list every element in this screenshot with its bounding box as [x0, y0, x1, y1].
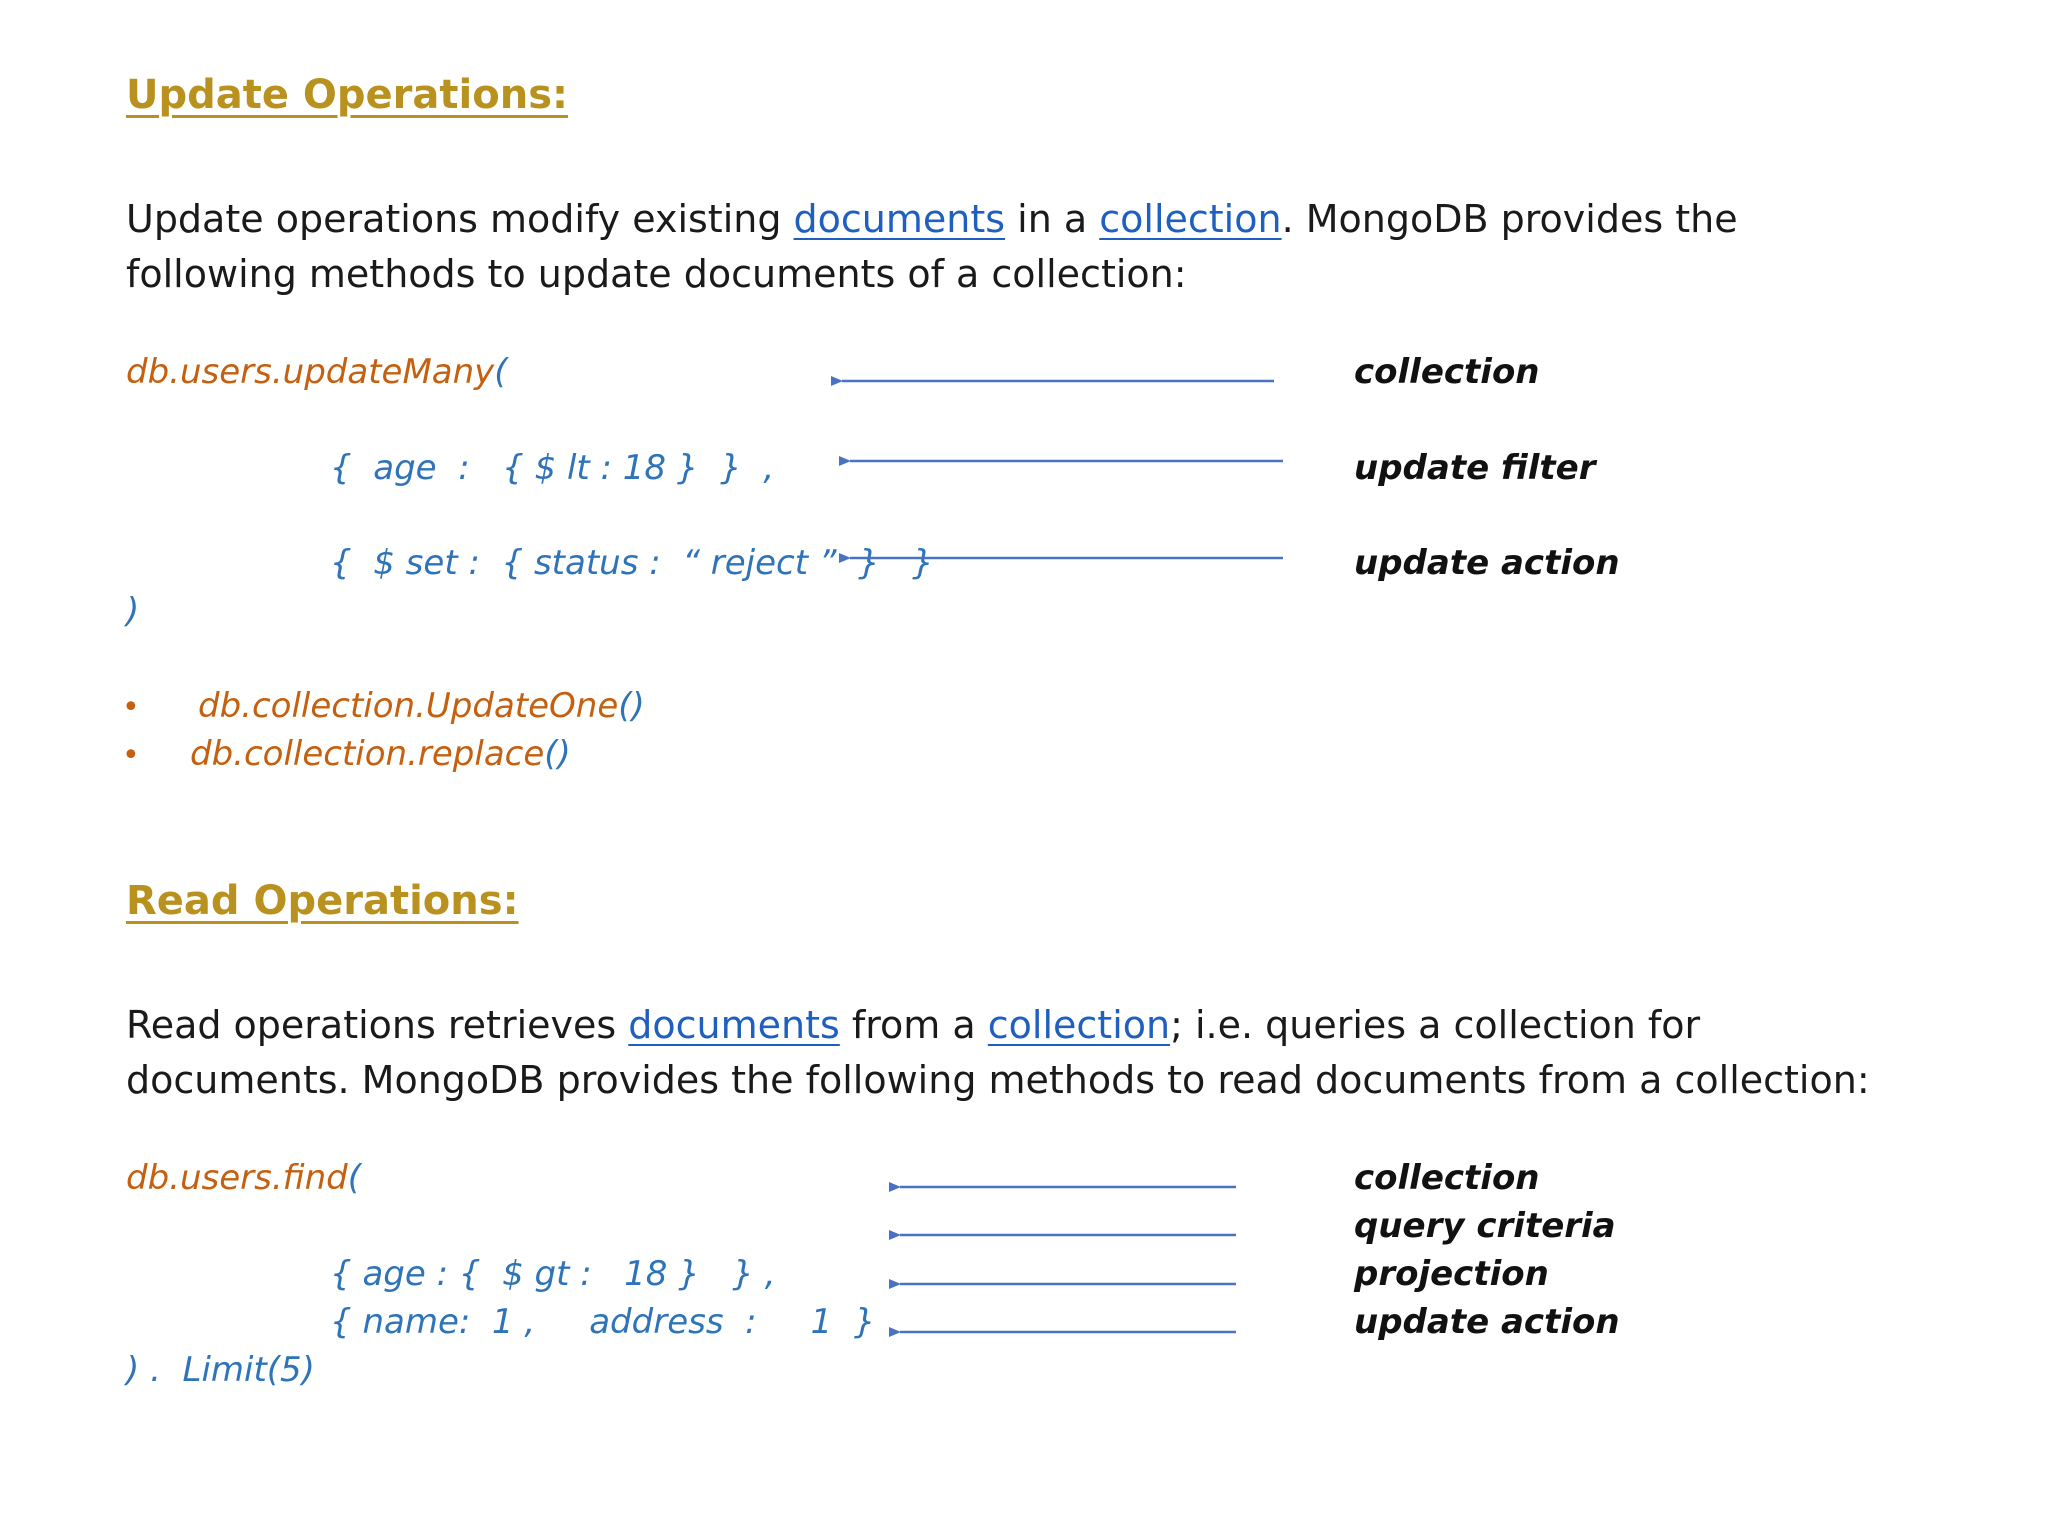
read-code-function: db.users.find [126, 1158, 348, 1198]
read-para-text-c: ; i.e. queries a collection for [1170, 1003, 1701, 1047]
bullet-marker: • [122, 738, 140, 773]
update-paragraph-line-2: following methods to update documents of a collection: [126, 252, 1187, 296]
bullet-update-one-fn: db.collection.UpdateOne [198, 686, 619, 726]
label-collection: collection [1354, 352, 1540, 392]
update-para-text-b: in a [1005, 197, 1100, 241]
read-paragraph-line-2: documents. MongoDB provides the following methods to read documents from a collection: [126, 1058, 1870, 1102]
read-code-projection: { name: 1 , address : 1 } [330, 1302, 876, 1342]
update-code-close-paren: ) [126, 591, 140, 631]
update-para-text-c: . MongoDB provides the [1281, 197, 1738, 241]
label-read-update-action: update action [1354, 1302, 1620, 1342]
collection-link[interactable]: collection [1099, 197, 1282, 241]
bullet-replace-paren: () [544, 734, 571, 774]
read-para-text-a: Read operations retrieves [126, 1003, 629, 1047]
read-code-query: { age : { $ gt : 18 } } , [330, 1254, 776, 1294]
label-read-collection: collection [1354, 1158, 1540, 1198]
update-code-function: db.users.updateMany [126, 352, 495, 392]
update-code-filter: { age : { $ lt : 18 } } , [330, 448, 775, 488]
bullet-replace-fn: db.collection.replace [190, 734, 545, 774]
update-code-action: { $ set : { status : “ reject ” } } [330, 543, 934, 583]
read-code-limit: ) . Limit(5) [126, 1350, 315, 1390]
read-para-text-b: from a [839, 1003, 988, 1047]
read-code-open-paren: ( [347, 1158, 362, 1198]
read-heading: Read Operations: [126, 878, 519, 924]
documents-link[interactable]: documents [628, 1003, 840, 1047]
bullet-update-one-paren: () [618, 686, 645, 726]
label-query-criteria: query criteria [1354, 1206, 1616, 1246]
bullet-marker: • [122, 690, 140, 725]
collection-link[interactable]: collection [987, 1003, 1171, 1047]
update-heading: Update Operations: [126, 72, 568, 118]
documents-link[interactable]: documents [793, 197, 1006, 241]
update-code-open-paren: ( [494, 352, 508, 392]
update-para-text-a: Update operations modify existing [126, 197, 794, 241]
label-update-filter: update filter [1354, 448, 1596, 488]
label-update-action: update action [1354, 543, 1620, 583]
label-projection: projection [1354, 1254, 1549, 1294]
